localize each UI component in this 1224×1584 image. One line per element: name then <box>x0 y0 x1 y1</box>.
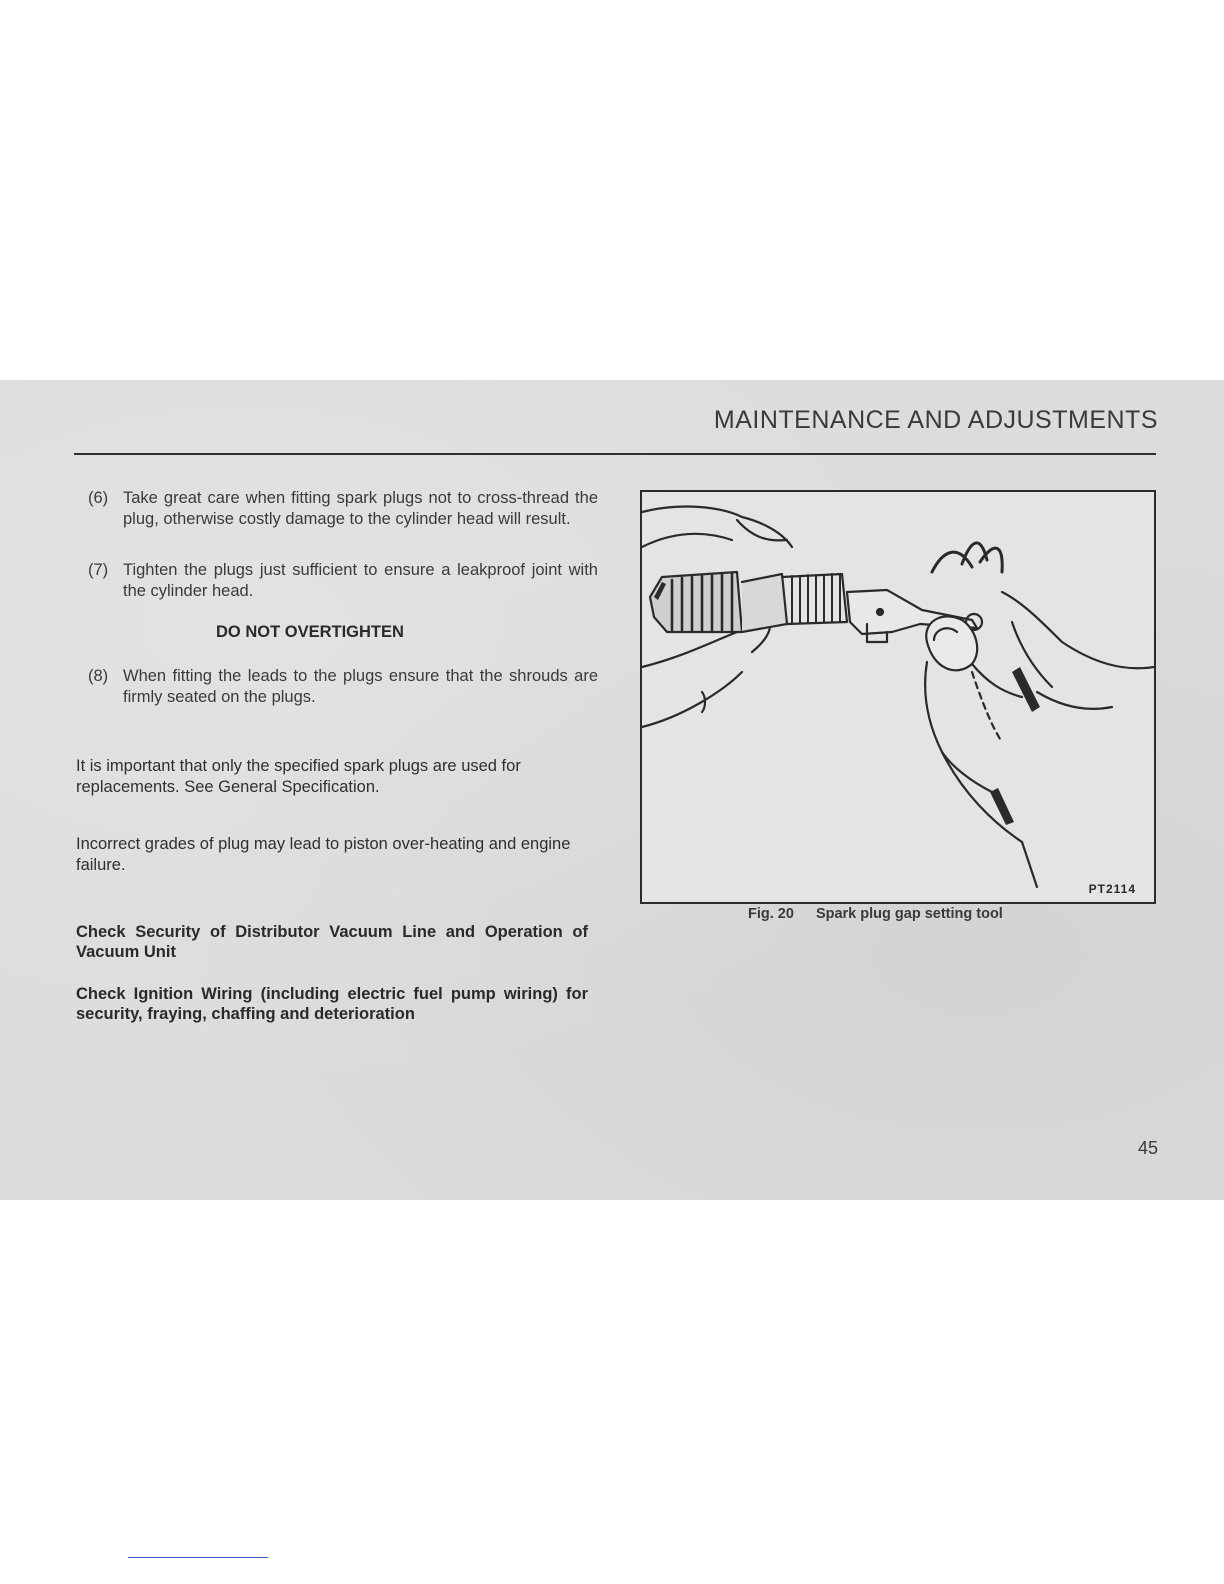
item-text: Tighten the plugs just sufficient to ensure a leakproof joint with the cylinder head. <box>123 561 598 600</box>
list-item-7 <box>88 560 598 602</box>
section-header: MAINTENANCE AND ADJUSTMENTS <box>713 406 1158 434</box>
list-item-6 <box>88 488 598 530</box>
item-number: (7) <box>88 561 109 579</box>
scanned-page <box>0 380 1224 1200</box>
paragraph-incorrect-grades: Incorrect grades of plug may lead to piston over-heating and engine failure. <box>76 835 571 874</box>
spark-plug-gap-tool-illustration <box>642 492 1154 902</box>
item-number: (8) <box>88 667 109 685</box>
footnote-rule <box>128 1557 268 1558</box>
item-text: Take great care when fitting spark plugs not to cross-thread the plug, otherwise costly damage to the cylinder head will result. <box>123 489 598 528</box>
list-item-8 <box>88 666 598 708</box>
page-number: 45 <box>1137 1138 1158 1158</box>
paragraph-specified-plugs: It is important that only the specified spark plugs are used for replacements. See General Specification. <box>76 757 521 796</box>
figure-spark-plug-tool <box>640 490 1156 904</box>
figure-code: PT2114 <box>1088 882 1136 896</box>
warning-text: DO NOT OVERTIGHTEN <box>216 623 404 641</box>
figure-caption <box>748 906 1003 922</box>
caption-text: Spark plug gap setting tool <box>815 906 1003 922</box>
heading-ignition-wiring: Check Ignition Wiring (including electric fuel pump wiring) for security, fraying, chaffing and deterioration <box>76 985 588 1023</box>
item-text: When fitting the leads to the plugs ensure that the shrouds are firmly seated on the plugs. <box>123 667 598 706</box>
header-rule <box>74 453 1156 455</box>
heading-distributor-vacuum: Check Security of Distributor Vacuum Line and Operation of Vacuum Unit <box>76 923 588 961</box>
item-number: (6) <box>88 489 109 507</box>
caption-number: Fig. 20 <box>748 906 794 922</box>
